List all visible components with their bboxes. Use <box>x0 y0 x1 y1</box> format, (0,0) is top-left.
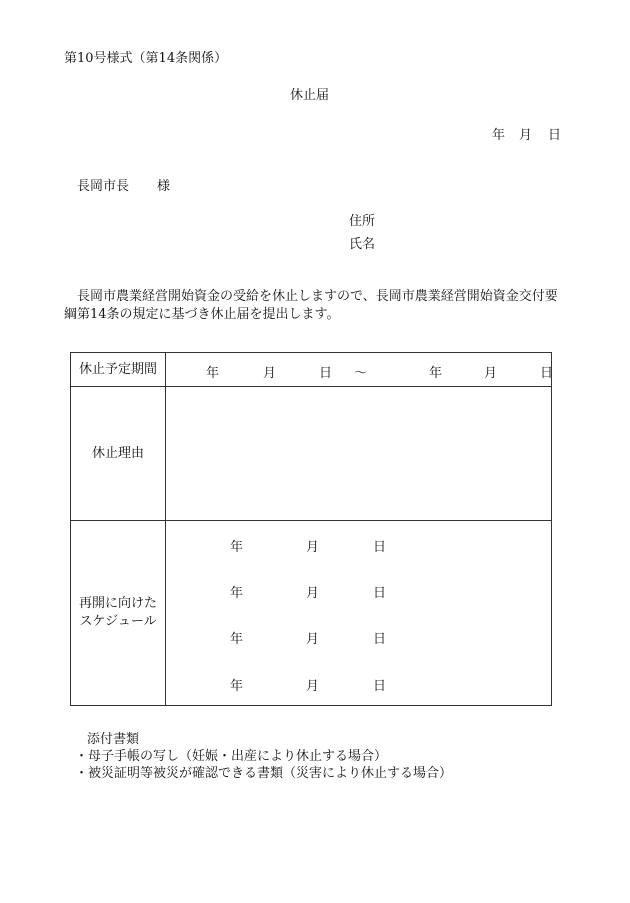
period-start-year: 年 <box>206 366 220 381</box>
document-title: 休止届 <box>290 88 330 103</box>
period-end-month: 月 <box>484 366 498 381</box>
schedule-row-3-day: 日 <box>373 632 387 647</box>
schedule-row-2-year: 年 <box>230 586 244 601</box>
period-end-day: 日 <box>540 366 554 381</box>
attachment-item: ・被災証明等被災が確認できる書類（災害により休止する場合） <box>75 766 453 781</box>
name-label: 氏名 <box>349 237 376 252</box>
body-text: 長岡市農業経営開始資金の受給を休止しますので、長岡市農業経営開始資金交付要綱第14条の規定に基づき休止届を提出します。 <box>64 289 558 322</box>
addressee-name: 長岡市長 <box>77 179 130 194</box>
submission-date <box>492 128 561 144</box>
addressee-honorific: 様 <box>157 179 171 194</box>
schedule-label <box>71 521 166 706</box>
schedule-row-3-year: 年 <box>230 632 244 647</box>
attachment-item: ・母子手帳の写し（妊娠・出産により休止する場合） <box>75 749 388 764</box>
attachments-heading: 添付書類 <box>87 732 140 747</box>
schedule-row-2-month: 月 <box>306 586 320 601</box>
schedule-row-2-day: 日 <box>373 586 387 601</box>
form-table <box>70 352 552 706</box>
attachments <box>75 731 453 782</box>
schedule-row-3-month: 月 <box>306 632 320 647</box>
period-separator: ～ <box>354 366 368 381</box>
period-label: 休止予定期間 <box>71 353 166 387</box>
date-day: 日 <box>548 128 562 143</box>
period-start-day: 日 <box>319 366 333 381</box>
date-year: 年 <box>492 128 506 143</box>
schedule-cell[interactable] <box>166 521 552 706</box>
schedule-row-1-day: 日 <box>373 540 387 555</box>
schedule-row-4-year: 年 <box>230 679 244 694</box>
reason-label: 休止理由 <box>71 387 166 521</box>
reason-input-area[interactable] <box>166 387 552 521</box>
period-cell <box>166 353 552 387</box>
schedule-label-line2: スケジュール <box>79 614 157 629</box>
period-start-month: 月 <box>263 366 277 381</box>
schedule-row-4-month: 月 <box>306 679 320 694</box>
schedule-row-1-year: 年 <box>230 540 244 555</box>
schedule-row-4-day: 日 <box>373 679 387 694</box>
addressee <box>77 179 170 195</box>
schedule-row-1-month: 月 <box>306 540 320 555</box>
form-number: 第10号様式（第14条関係） <box>64 51 228 66</box>
schedule-label-line1: 再開に向けた <box>78 596 157 611</box>
address-label: 住所 <box>349 214 376 229</box>
date-month: 月 <box>519 128 533 143</box>
period-end-year: 年 <box>429 366 443 381</box>
